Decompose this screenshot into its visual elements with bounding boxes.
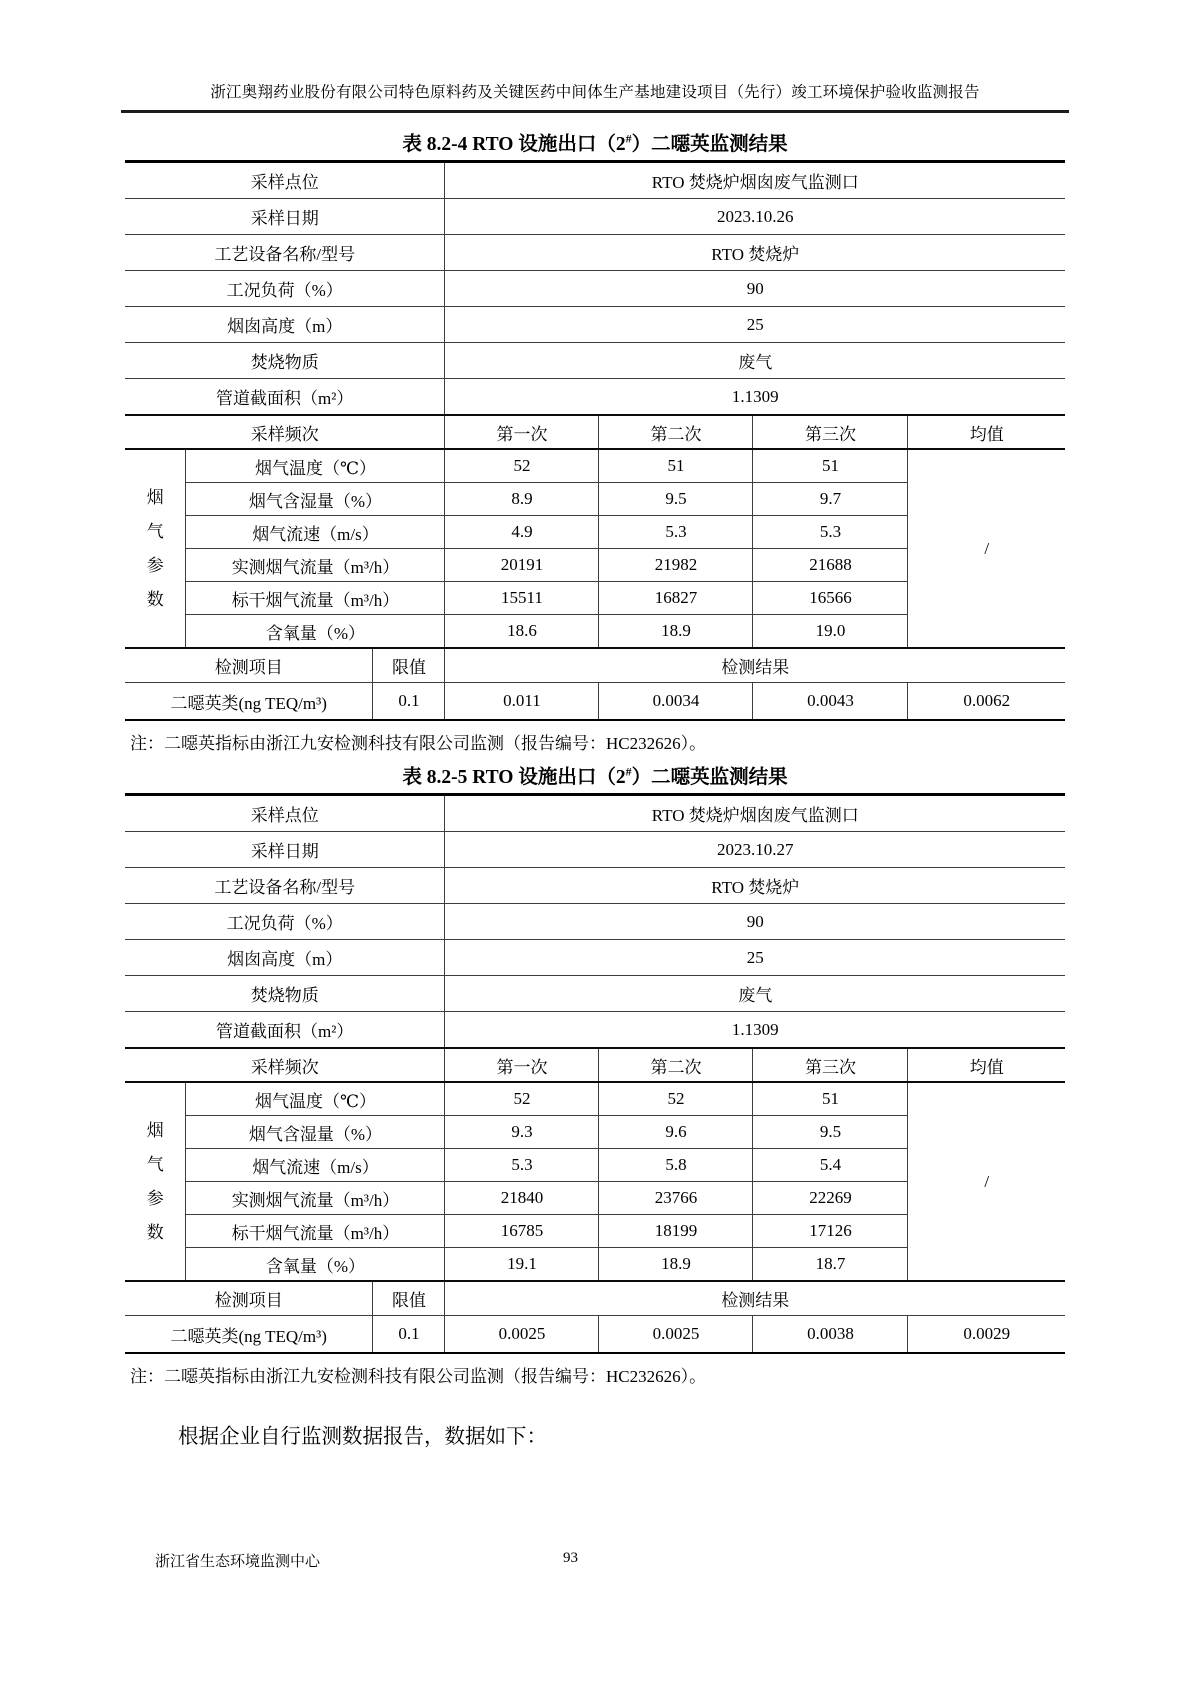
param-value-cell: 52 [445,449,599,483]
label-cell: 采样日期 [125,199,445,235]
param-value-cell: 16785 [445,1215,599,1248]
param-label-cell: 标干烟气流量（m³/h） [186,582,445,615]
param-value-cell: 52 [445,1082,599,1116]
table-2-title [0,761,1190,789]
param-label-cell: 标干烟气流量（m³/h） [186,1215,445,1248]
param-value-cell: 19.1 [445,1248,599,1282]
info-row [125,235,1065,271]
result-limit-cell: 0.1 [373,1316,445,1354]
freq-col-2: 第二次 [599,415,753,449]
param-label-cell: 烟气含湿量（%） [186,483,445,516]
label-cell: 工艺设备名称/型号 [125,235,445,271]
title-superscript: # [625,131,632,146]
freq-col-1: 第一次 [445,1048,599,1082]
param-value-cell: 9.5 [599,483,753,516]
label-cell: 采样点位 [125,795,445,832]
result-row [125,683,1065,721]
info-row [125,271,1065,307]
table-1-title-pre: 表 8.2-4 RTO 设施出口（2 [402,134,626,155]
param-value-cell: 9.3 [445,1116,599,1149]
freq-header-row [125,415,1065,449]
body-paragraph: 根据企业自行监测数据报告，数据如下： [178,1426,547,1448]
param-value-cell: 16566 [753,582,908,615]
monitoring-table-1 [125,160,1065,721]
table-2-title-post: ）二噁英监测结果 [631,767,788,788]
param-value-cell: 5.3 [599,516,753,549]
page-number: 93 [563,1550,578,1566]
param-value-cell: 51 [753,449,908,483]
param-value-cell: 21688 [753,549,908,582]
info-row [125,976,1065,1012]
value-cell: RTO 焚烧炉 [445,868,1065,904]
label-cell: 工况负荷（%） [125,271,445,307]
result-header: 检测结果 [445,1281,1065,1316]
param-value-cell: 9.6 [599,1116,753,1149]
param-value-cell: 5.3 [445,1149,599,1182]
flue-gas-group-label: 烟气参数 [146,1120,164,1242]
param-value-cell: 8.9 [445,483,599,516]
value-cell: RTO 焚烧炉烟囱废气监测口 [445,162,1065,199]
param-value-cell: 5.3 [753,516,908,549]
info-row [125,1012,1065,1049]
value-cell: 25 [445,940,1065,976]
result-item-header: 检测项目 [125,1281,373,1316]
freq-label-cell: 采样频次 [125,415,445,449]
info-row [125,307,1065,343]
label-cell: 焚烧物质 [125,976,445,1012]
result-header-row [125,648,1065,683]
flue-gas-group-cell [125,449,186,648]
param-value-cell: 18.9 [599,1248,753,1282]
info-row [125,162,1065,199]
param-value-cell: 21840 [445,1182,599,1215]
info-row [125,343,1065,379]
param-value-cell: 17126 [753,1215,908,1248]
param-value-cell: 20191 [445,549,599,582]
page-header: 浙江奥翔药业股份有限公司特色原料药及关键医药中间体生产基地建设项目（先行）竣工环境保护验收监测报告 [210,84,980,101]
info-row [125,199,1065,235]
result-value-cell: 0.011 [445,683,599,721]
value-cell: RTO 焚烧炉烟囱废气监测口 [445,795,1065,832]
table-1-title-post: ）二噁英监测结果 [631,134,788,155]
info-row [125,379,1065,416]
label-cell: 烟囱高度（m） [125,940,445,976]
label-cell: 采样日期 [125,832,445,868]
param-value-cell: 4.9 [445,516,599,549]
result-value-cell: 0.0025 [599,1316,753,1354]
param-label-cell: 烟气流速（m/s） [186,516,445,549]
result-header-row [125,1281,1065,1316]
label-cell: 烟囱高度（m） [125,307,445,343]
freq-col-3: 第三次 [753,1048,908,1082]
table-1-note: 注：二噁英指标由浙江九安检测科技有限公司监测（报告编号：HC232626）。 [130,734,707,753]
info-row [125,904,1065,940]
param-value-cell: 51 [599,449,753,483]
param-value-cell: 15511 [445,582,599,615]
param-label-cell: 烟气温度（℃） [186,449,445,483]
param-value-cell: 18.7 [753,1248,908,1282]
result-limit-header: 限值 [373,648,445,683]
result-header: 检测结果 [445,648,1065,683]
result-item-cell: 二噁英类(ng TEQ/m³) [125,1316,373,1354]
title-superscript: # [625,764,632,779]
value-cell: 2023.10.27 [445,832,1065,868]
param-mean-cell: / [908,1082,1065,1281]
value-cell: 90 [445,904,1065,940]
param-value-cell: 22269 [753,1182,908,1215]
param-label-cell: 烟气含湿量（%） [186,1116,445,1149]
freq-col-1: 第一次 [445,415,599,449]
param-value-cell: 16827 [599,582,753,615]
label-cell: 焚烧物质 [125,343,445,379]
result-value-cell: 0.0043 [753,683,908,721]
label-cell: 工况负荷（%） [125,904,445,940]
param-row [125,449,1065,483]
param-label-cell: 烟气温度（℃） [186,1082,445,1116]
freq-col-mean: 均值 [908,1048,1065,1082]
param-value-cell: 18199 [599,1215,753,1248]
param-value-cell: 23766 [599,1182,753,1215]
table-2-title-pre: 表 8.2-5 RTO 设施出口（2 [402,767,626,788]
value-cell: RTO 焚烧炉 [445,235,1065,271]
label-cell: 管道截面积（m²） [125,1012,445,1049]
info-row [125,795,1065,832]
freq-col-mean: 均值 [908,415,1065,449]
param-value-cell: 19.0 [753,615,908,649]
value-cell: 1.1309 [445,1012,1065,1049]
result-value-cell: 0.0025 [445,1316,599,1354]
info-row [125,832,1065,868]
monitoring-table-2 [125,793,1065,1354]
info-row [125,940,1065,976]
table-2-note: 注：二噁英指标由浙江九安检测科技有限公司监测（报告编号：HC232626）。 [130,1367,707,1386]
param-label-cell: 含氧量（%） [186,1248,445,1282]
param-value-cell: 5.4 [753,1149,908,1182]
freq-label-cell: 采样频次 [125,1048,445,1082]
value-cell: 90 [445,271,1065,307]
param-label-cell: 实测烟气流量（m³/h） [186,549,445,582]
result-mean-cell: 0.0062 [908,683,1065,721]
param-value-cell: 18.9 [599,615,753,649]
param-value-cell: 51 [753,1082,908,1116]
freq-col-2: 第二次 [599,1048,753,1082]
value-cell: 1.1309 [445,379,1065,416]
label-cell: 工艺设备名称/型号 [125,868,445,904]
info-row [125,868,1065,904]
param-value-cell: 21982 [599,549,753,582]
param-value-cell: 9.7 [753,483,908,516]
header-divider [121,110,1069,113]
param-value-cell: 9.5 [753,1116,908,1149]
result-limit-header: 限值 [373,1281,445,1316]
footer-organization: 浙江省生态环境监测中心 [155,1554,321,1570]
param-label-cell: 实测烟气流量（m³/h） [186,1182,445,1215]
param-label-cell: 含氧量（%） [186,615,445,649]
param-value-cell: 52 [599,1082,753,1116]
result-row [125,1316,1065,1354]
result-limit-cell: 0.1 [373,683,445,721]
value-cell: 25 [445,307,1065,343]
result-value-cell: 0.0034 [599,683,753,721]
result-mean-cell: 0.0029 [908,1316,1065,1354]
table-1-title [0,128,1190,156]
freq-col-3: 第三次 [753,415,908,449]
result-item-header: 检测项目 [125,648,373,683]
param-label-cell: 烟气流速（m/s） [186,1149,445,1182]
label-cell: 管道截面积（m²） [125,379,445,416]
value-cell: 废气 [445,976,1065,1012]
freq-header-row [125,1048,1065,1082]
param-mean-cell: / [908,449,1065,648]
param-row [125,1082,1065,1116]
label-cell: 采样点位 [125,162,445,199]
result-item-cell: 二噁英类(ng TEQ/m³) [125,683,373,721]
param-value-cell: 18.6 [445,615,599,649]
flue-gas-group-cell [125,1082,186,1281]
flue-gas-group-label: 烟气参数 [146,487,164,609]
value-cell: 废气 [445,343,1065,379]
param-value-cell: 5.8 [599,1149,753,1182]
result-value-cell: 0.0038 [753,1316,908,1354]
value-cell: 2023.10.26 [445,199,1065,235]
